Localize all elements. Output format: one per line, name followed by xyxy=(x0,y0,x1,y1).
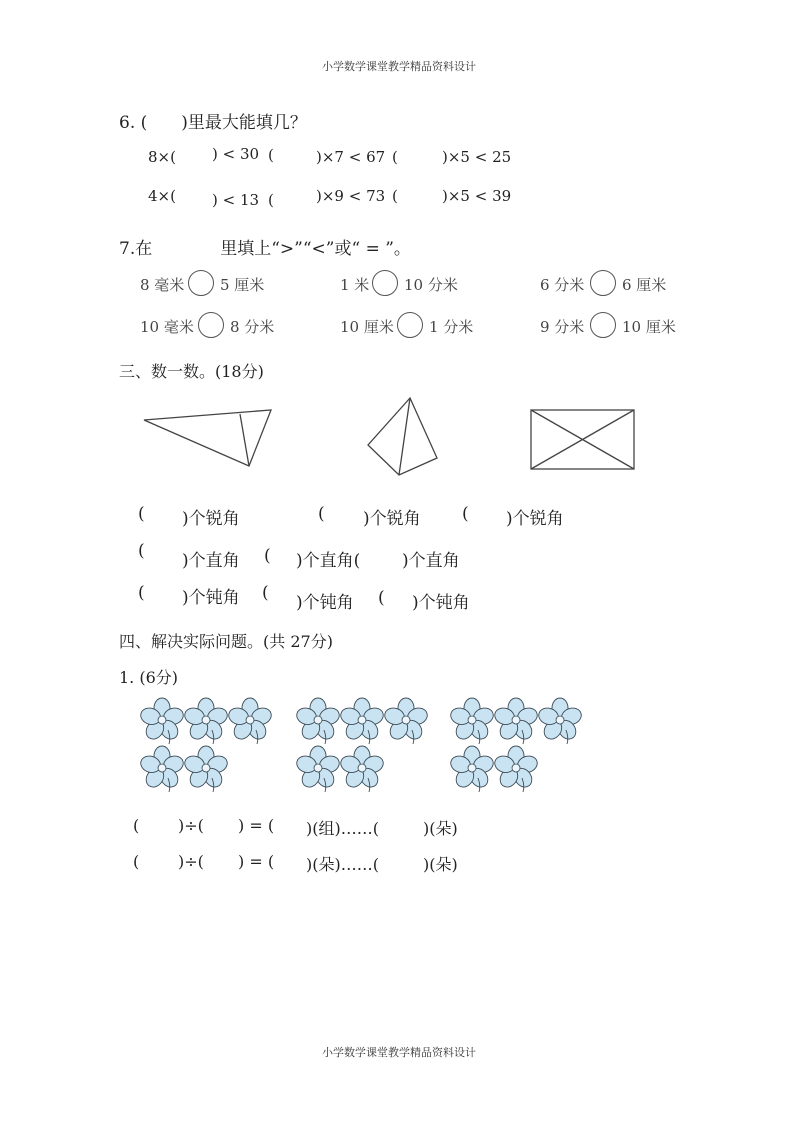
eq1-c: ) = ( xyxy=(238,816,275,835)
q6-r2-b: ) < 13 xyxy=(212,191,260,209)
flower-icon xyxy=(493,746,540,792)
cmp-left-4: 10 毫米 xyxy=(140,318,194,336)
eq2-b: )÷( xyxy=(178,852,204,871)
rui-3-label: )个锐角 xyxy=(506,509,564,529)
rui-2-label: )个锐角 xyxy=(363,509,421,529)
eq2-e: )(朵) xyxy=(423,855,458,874)
rui-2-open: ( xyxy=(318,504,325,524)
zhi-2-open: ( xyxy=(264,546,271,566)
eq2-c: ) = ( xyxy=(238,852,275,871)
dun-2-open: ( xyxy=(262,583,269,603)
q6-r2-a: 4×( xyxy=(148,187,176,205)
cmp-right-3: 6 厘米 xyxy=(622,276,667,294)
q6-r2-d: )×9 < 73 xyxy=(316,187,386,205)
zhi-1-label: )个直角 xyxy=(182,551,240,571)
rui-1-open: ( xyxy=(138,504,145,524)
cmp-right-5: 1 分米 xyxy=(429,318,474,336)
rui-1-label: )个锐角 xyxy=(182,509,240,529)
q6-r1-d: )×7 < 67 xyxy=(316,148,386,166)
cmp-left-2: 1 米 xyxy=(340,276,370,294)
q6-r2-c: ( xyxy=(268,191,274,209)
dun-3-open: ( xyxy=(378,588,385,608)
q6-r1-c: ( xyxy=(268,146,274,164)
cmp-left-3: 6 分米 xyxy=(540,276,585,294)
zhi-2-label: )个直角( xyxy=(296,551,361,571)
eq2-d: )(朵)……( xyxy=(306,855,379,874)
zhi-1-open: ( xyxy=(138,541,145,561)
dun-3-label: )个钝角 xyxy=(412,593,470,613)
q6-r2-e: ( xyxy=(392,187,398,205)
q7-title: 7.在 里填上“>”“<”或“ = ”。 xyxy=(119,239,411,259)
eq2-a: ( xyxy=(133,852,140,871)
zhi-3-label: )个直角 xyxy=(402,551,460,571)
q6-r1-b: ) < 30 xyxy=(212,145,260,163)
eq1-d: )(组)……( xyxy=(306,819,379,838)
cmp-right-4: 8 分米 xyxy=(230,318,275,336)
section4-title: 四、解决实际问题。(共 27分) xyxy=(119,632,333,651)
cmp-right-6: 10 厘米 xyxy=(622,318,676,336)
cmp-right-1: 5 厘米 xyxy=(220,276,265,294)
cmp-left-5: 10 厘米 xyxy=(340,318,394,336)
flower-icon xyxy=(449,746,496,792)
q6-r1-e: ( xyxy=(392,148,398,166)
q6-r1-a: 8×( xyxy=(148,148,176,166)
cmp-left-1: 8 毫米 xyxy=(140,276,185,294)
q1-label: 1. (6分) xyxy=(119,668,179,687)
page-header: 小学数学课堂教学精品资料设计 xyxy=(322,60,476,73)
eq1-b: )÷( xyxy=(178,816,204,835)
dun-2-label: )个钝角 xyxy=(296,593,354,613)
q6-r2-f: )×5 < 39 xyxy=(442,187,512,205)
q6-r1-f: )×5 < 25 xyxy=(442,148,512,166)
flower-icon xyxy=(537,698,584,744)
page-footer: 小学数学课堂教学精品资料设计 xyxy=(322,1046,476,1059)
section3-title: 三、数一数。(18分) xyxy=(119,362,264,381)
dun-1-open: ( xyxy=(138,583,145,603)
rui-3-open: ( xyxy=(462,504,469,524)
cmp-right-2: 10 分米 xyxy=(404,276,458,294)
q6-title: 6. ( )里最大能填几？ xyxy=(119,113,307,133)
flower-icon xyxy=(493,698,540,744)
flower-icon xyxy=(449,698,496,744)
eq1-a: ( xyxy=(133,816,140,835)
cmp-left-6: 9 分米 xyxy=(540,318,585,336)
eq1-e: )(朵) xyxy=(423,819,458,838)
dun-1-label: )个钝角 xyxy=(182,588,240,608)
